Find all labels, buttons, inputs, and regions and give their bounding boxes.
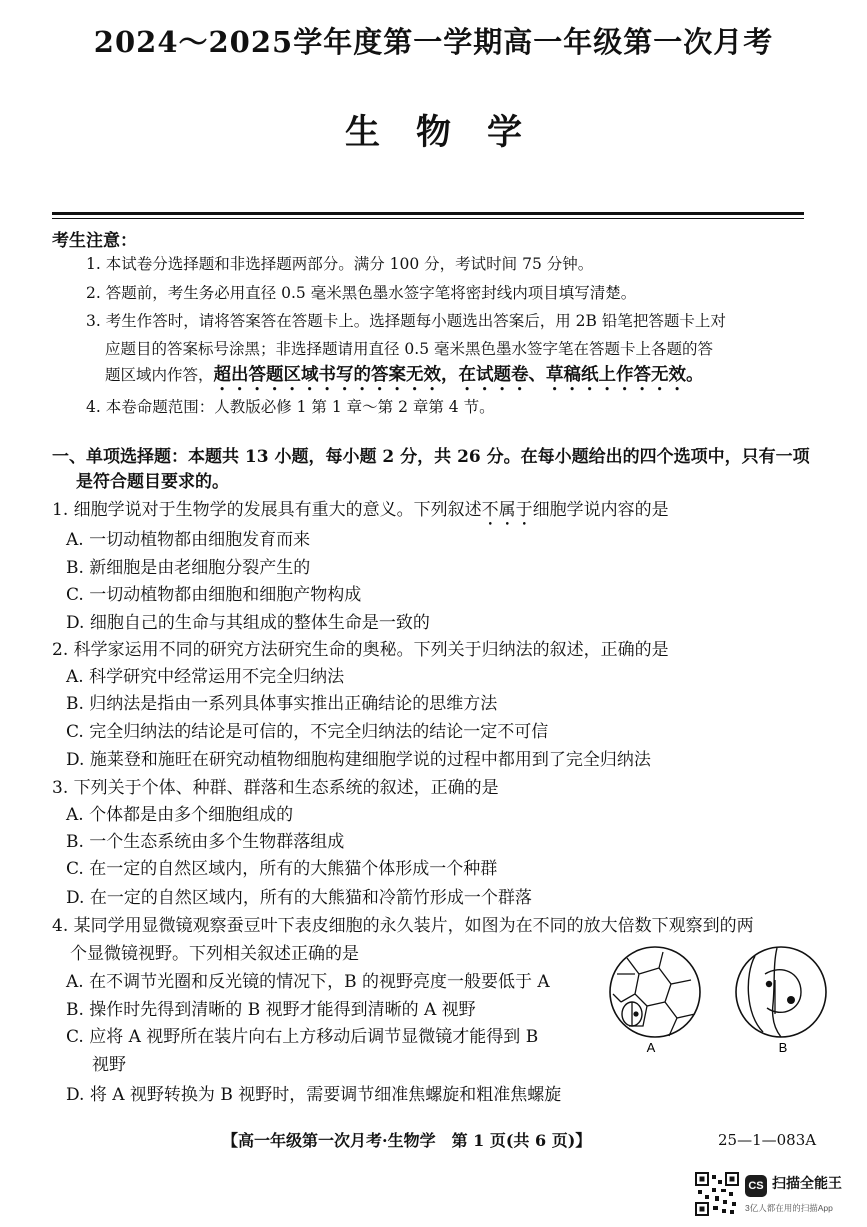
question-3-stem: 3. 下列关于个体、种群、群落和生态系统的叙述，正确的是 bbox=[52, 778, 499, 798]
question-1-stem-pre: 1. 细胞学说对于生物学的发展具有重大的意义。下列叙述 bbox=[52, 500, 482, 520]
question-1-emphasis: 不属于 bbox=[481, 500, 533, 520]
question-3-option-d: D. 在一定的自然区域内，所有的大熊猫和冷箭竹形成一个群落 bbox=[66, 888, 532, 908]
subject-title: 生物学 bbox=[344, 112, 558, 153]
question-3-option-c: C. 在一定的自然区域内，所有的大熊猫个体形成一个种群 bbox=[66, 859, 498, 879]
notice-item-4: 4. 本卷命题范围：人教版必修 1 第 1 章～第 2 章第 4 节。 bbox=[86, 398, 495, 416]
notice-emphasis: 超出答题区域书写的答案无效，在试题卷、草稿纸上作答无效。 bbox=[213, 365, 704, 385]
scanner-app-icon: CS bbox=[745, 1175, 767, 1197]
qr-code-icon bbox=[695, 1172, 739, 1216]
question-4-option-b: B. 操作时先得到清晰的 B 视野才能得到清晰的 A 视野 bbox=[66, 1000, 476, 1020]
question-4-stem-line-2: 个显微镜视野。下列相关叙述正确的是 bbox=[70, 944, 359, 964]
section-heading-line-1: 一、单项选择题：本题共 13 小题，每小题 2 分，共 26 分。在每小题给出的四个选项中，只有一项 bbox=[52, 447, 810, 467]
question-3-option-b: B. 一个生态系统由多个生物群落组成 bbox=[66, 832, 345, 852]
exam-title: 2024～2025学年度第一学期高一年级第一次月考 bbox=[93, 25, 774, 59]
figure-label-b: B bbox=[778, 1040, 788, 1055]
microscope-view-figure bbox=[605, 944, 835, 1060]
question-1-option-b: B. 新细胞是由老细胞分裂产生的 bbox=[66, 558, 311, 578]
question-2-option-b: B. 归纳法是指由一系列具体事实推出正确结论的思维方法 bbox=[66, 694, 498, 714]
question-4-option-a: A. 在不调节光圈和反光镜的情况下，B 的视野亮度一般要低于 A bbox=[66, 972, 550, 992]
page-footer: 【高一年级第一次月考·生物学 第 1 页(共 6 页)】 bbox=[222, 1131, 592, 1150]
question-2-stem: 2. 科学家运用不同的研究方法研究生命的奥秘。下列关于归纳法的叙述，正确的是 bbox=[52, 640, 669, 660]
question-3-option-a: A. 个体都是由多个细胞组成的 bbox=[66, 805, 294, 825]
question-2-option-c: C. 完全归纳法的结论是可信的，不完全归纳法的结论一定不可信 bbox=[66, 722, 549, 742]
notice-heading: 考生注意： bbox=[52, 231, 137, 251]
question-4-stem-line-1: 4. 某同学用显微镜观察蚕豆叶下表皮细胞的永久装片，如图为在不同的放大倍数下观察到的两 bbox=[52, 916, 754, 936]
question-1-stem bbox=[52, 499, 669, 530]
notice-item-1: 1. 本试卷分选择题和非选择题两部分。满分 100 分，考试时间 75 分钟。 bbox=[86, 255, 594, 273]
figure-label-a: A bbox=[646, 1040, 656, 1055]
notice-item-3-line-1: 3. 考生作答时，请将答案答在答题卡上。选择题每小题选出答案后，用 2B 铅笔把答题卡上对 bbox=[86, 312, 726, 330]
notice-item-3-line-2: 应题目的答案标号涂黑；非选择题请用直径 0.5 毫米黑色墨水签字笔在答题卡上各题的答 bbox=[105, 340, 714, 358]
question-4-option-d: D. 将 A 视野转换为 B 视野时，需要调节细准焦螺旋和粗准焦螺旋 bbox=[66, 1085, 562, 1105]
microscope-view-a bbox=[610, 947, 700, 1037]
question-1-stem-post: 细胞学说内容的是 bbox=[532, 500, 669, 520]
question-1-option-d: D. 细胞自己的生命与其组成的整体生命是一致的 bbox=[66, 613, 430, 633]
notice-item-3-line-3 bbox=[105, 365, 704, 395]
microscope-view-b bbox=[736, 947, 826, 1037]
notice-item-3-text: 题区域内作答， bbox=[105, 366, 214, 384]
section-heading-line-2: 是符合题目要求的。 bbox=[76, 472, 229, 492]
scanner-app-name: 扫描全能王 bbox=[772, 1175, 842, 1191]
notice-item-2: 2. 答题前，考生务必用直径 0.5 毫米黑色墨水签字笔将密封线内项目填写清楚。 bbox=[86, 284, 637, 302]
header-divider bbox=[52, 212, 804, 215]
question-2-option-d: D. 施莱登和施旺在研究动植物细胞构建细胞学说的过程中都用到了完全归纳法 bbox=[66, 750, 651, 770]
header-divider-thin bbox=[52, 218, 804, 219]
question-4-option-c-cont: 视野 bbox=[92, 1055, 126, 1075]
question-1-option-c: C. 一切动植物都由细胞和细胞产物构成 bbox=[66, 585, 362, 605]
question-4-option-c: C. 应将 A 视野所在装片向右上方移动后调节显微镜才能得到 B bbox=[66, 1027, 539, 1047]
question-1-option-a: A. 一切动植物都由细胞发育而来 bbox=[66, 530, 311, 550]
scanner-app-tagline: 3亿人都在用的扫描App bbox=[745, 1203, 833, 1213]
question-2-option-a: A. 科学研究中经常运用不完全归纳法 bbox=[66, 667, 345, 687]
paper-code: 25—1—083A bbox=[718, 1131, 817, 1149]
